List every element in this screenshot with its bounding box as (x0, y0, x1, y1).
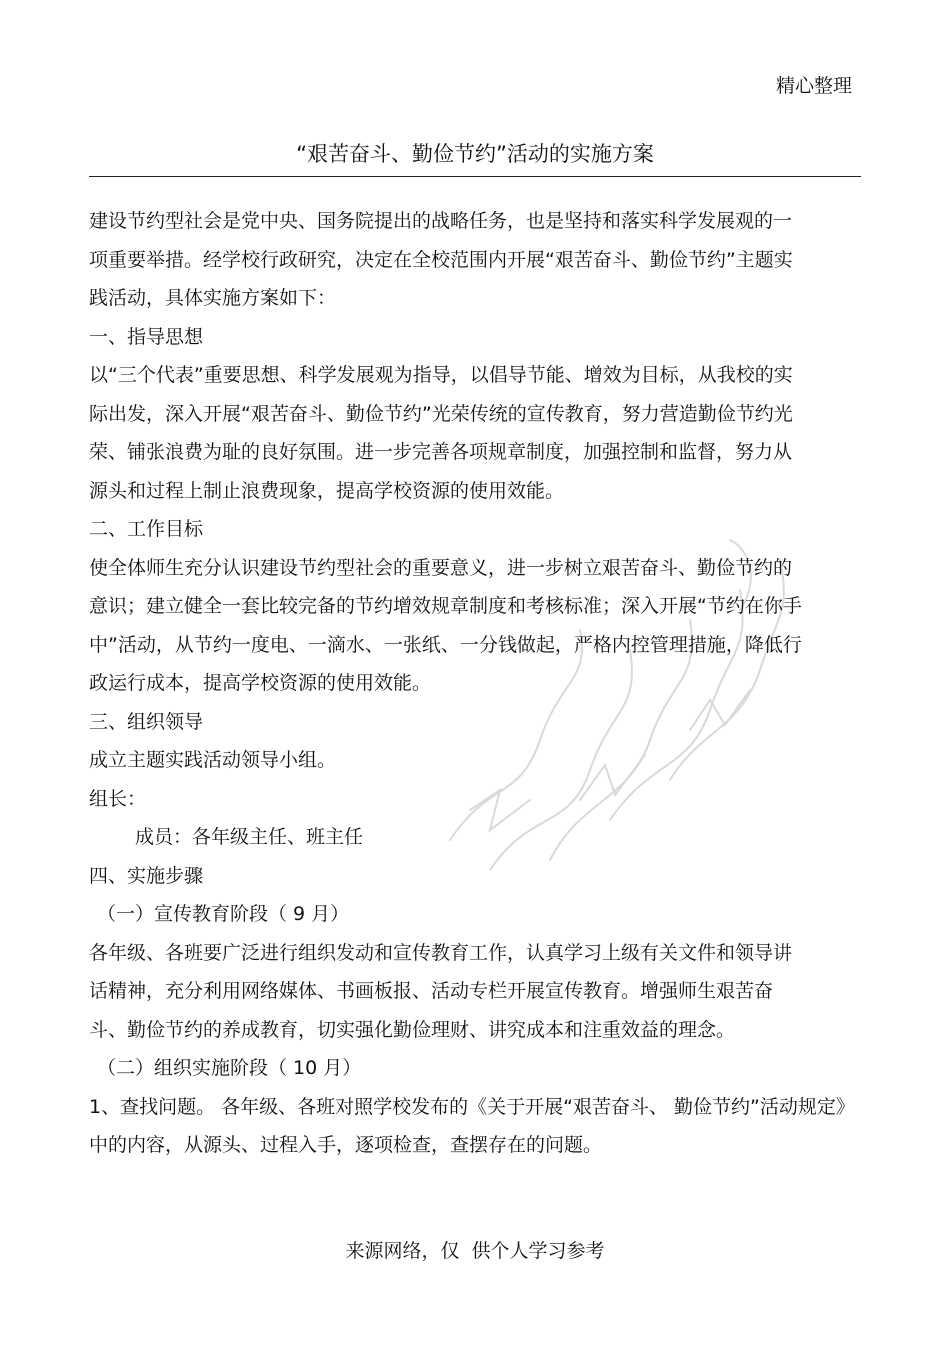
phase-heading-implementation: （二）组织实施阶段（ 10 月） (97, 1057, 362, 1079)
section-heading-organization: 三、组织领导 (89, 710, 204, 733)
title-underline (89, 176, 861, 177)
section-body-organization: 成立主题实践活动领导小组。 (89, 749, 337, 771)
members-line: 成员：各年级主任、班主任 (135, 826, 364, 848)
leader-line: 组长： (89, 787, 147, 810)
section-heading-steps: 四、实施步骤 (89, 864, 204, 887)
section-body-guiding-ideology: 以“三个代表”重要思想、科学发展观为指导，以倡导节能、增效为目标，从我校的实际出发，深入开展“艰苦奋斗、勤俭节约”光荣传统的宣传教育，努力营造勤俭节约光荣、铺张浪费为耻的良好氛围。进一步完善各项规章制度，加强控制和监督，努力从源头和过程上制止浪费现象，提高学校资源的使用效能。 (89, 364, 793, 502)
intro-paragraph: 建设节约型社会是党中央、国务院提出的战略任务，也是坚持和落实科学发展观的一项重要举措。经学校行政研究，决定在全校范围内开展“艰苦奋斗、勤俭节约”主题实践活动，具体实施方案如下： (89, 210, 793, 309)
step-find-problems: 1、查找问题。 各年级、各班对照学校发布的《关于开展“艰苦奋斗、 勤俭节约”活动规定》中的内容，从源头、过程入手，逐项检查，查摆存在的问题。 (89, 1095, 855, 1156)
document-body (89, 202, 855, 1165)
footer-note: 来源网络，仅 供个人学习参考 (345, 1240, 605, 1262)
section-heading-guiding-ideology: 一、指导思想 (89, 325, 204, 348)
document-title: “艰苦奋斗、勤俭节约”活动的实施方案 (296, 142, 654, 166)
section-heading-work-goals: 二、工作目标 (89, 518, 204, 540)
phase-heading-publicity: （一）宣传教育阶段（ 9 月） (97, 903, 350, 925)
phase-body-publicity: 各年级、各班要广泛进行组织发动和宣传教育工作，认真学习上级有关文件和领导讲话精神，充分利用网络媒体、书画板报、活动专栏开展宣传教育。增强师生艰苦奋斗、勤俭节约的养成教育，切实强化勤俭理财、讲究成本和注重效益的理念。 (89, 941, 793, 1041)
section-body-work-goals: 使全体师生充分认识建设节约型社会的重要意义，进一步树立艰苦奋斗、勤俭节约的意识；建立健全一套比较完备的节约增效规章制度和考核标准；深入开展“节约在你手中”活动，从节约一度电、一滴水、一张纸、一分钱做起，严格内控管理措施，降低行政运行成本，提高学校资源的使用效能。 (89, 556, 802, 694)
header-note: 精心整理 (775, 75, 852, 97)
